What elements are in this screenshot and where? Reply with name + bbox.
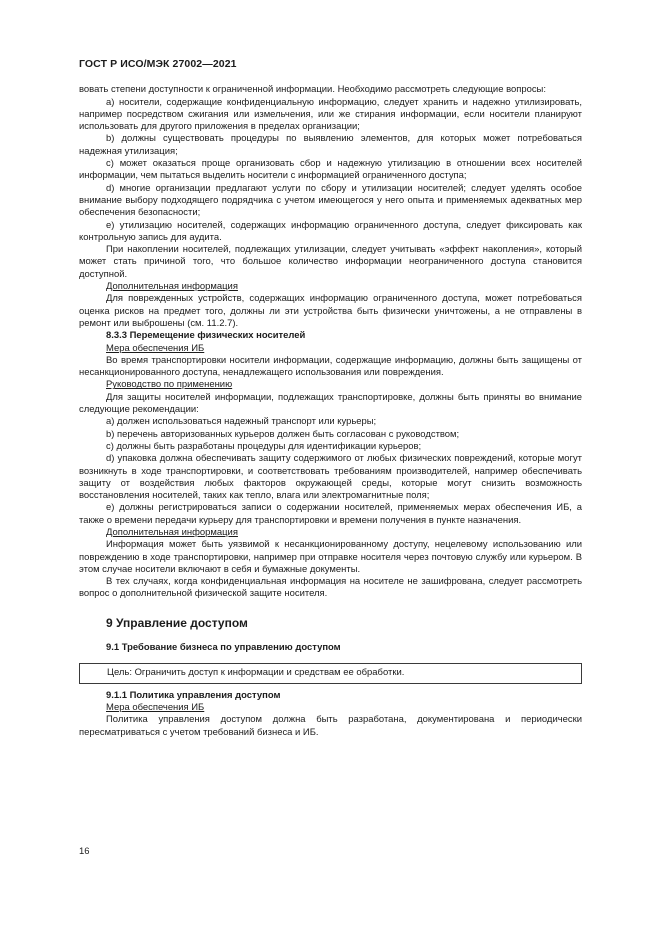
page-number: 16 [79,846,90,857]
list-item-c: c) может оказаться проще организовать сбор и надежную утилизацию в отношении всех носителей информации, чем пытаться выделить носители с информацией ограниченного доступа; [79,158,582,182]
paragraph: При накоплении носителей, подлежащих утилизации, следует учитывать «эффект накопления», который может стать причиной того, что большое количество информации неограниченного доступа становится доступной. [79,244,582,280]
paragraph: Информация может быть уязвимой к несанкционированному доступу, нецелевому использованию или повреждению в ходе транспортировки, например при отправке носителя через почтовую службу или курьером. В этом случае носители включают в себя и бумажные документы. [79,539,582,575]
list-item-b: b) должны существовать процедуры по выявлению элементов, для которых может потребоваться надежная утилизация; [79,133,582,157]
list-item-d: d) многие организации предлагают услуги по сбору и утилизации носителей; следует уделять особое внимание выбору подходящего подрядчика с учетом имеющегося у него опыта и применяемых адекватных мер обеспечения безопасности; [79,182,582,219]
guidance-heading: Руководство по применению [106,379,233,391]
list-item-e: e) утилизацию носителей, содержащих информацию ограниченного доступа, следует фиксировать как контрольную запись для аудита. [79,219,582,243]
measure-heading: Мера обеспечения ИБ [106,701,205,713]
goal-box: Цель: Ограничить доступ к информации и средствам ее обработки. [79,663,582,683]
section-heading-8-3-3: 8.3.3 Перемещение физических носителей [106,330,306,342]
measure-heading: Мера обеспечения ИБ [106,342,205,354]
list-item-a: a) носители, содержащие конфиденциальную информацию, следует хранить и надежно утилизировать, например посредством сжигания или измельчения, или же стирания информации, если носители планируют использовать для другого приложения в пределах организации; [79,96,582,133]
paragraph: Политика управления доступом должна быть разработана, документирована и периодически пересматриваться с учетом требований бизнеса и ИБ. [79,714,582,738]
paragraph: Для защиты носителей информации, подлежащих транспортировке, должны быть приняты во внимание следующие рекомендации: [79,391,582,416]
document-header: ГОСТ Р ИСО/МЭК 27002—2021 [79,58,237,70]
paragraph: Во время транспортировки носители информации, содержащие информацию, должны быть защищены от несанкционированного доступа, ненадлежащего использования или повреждения. [79,354,582,379]
list-item-d: d) упаковка должна обеспечивать защиту содержимого от любых физических повреждений, которые могут возникнуть в ходе транспортировки, и соответствовать требованиям производителей, например обеспечивать защиту от воздействия любых факторов окружающей среды, которые могут снизить возможность восстановления носителей, таких как тепло, влага или электромагнитные поля; [79,453,582,502]
list-item-a: a) должен использоваться надежный транспорт или курьеры; [106,416,377,428]
list-item-c: c) должны быть разработаны процедуры для идентификации курьеров; [106,440,422,452]
paragraph: В тех случаях, когда конфиденциальная информация на носителе не зашифрована, следует рассмотреть вопрос о дополнительной физической защите носителя. [79,576,582,600]
additional-info-heading: Дополнительная информация [106,281,238,293]
paragraph: вовать степени доступности к ограниченной информации. Необходимо рассмотреть следующие вопросы: [79,84,546,96]
section-heading-9-1: 9.1 Требование бизнеса по управлению доступом [106,642,341,654]
additional-info-heading: Дополнительная информация [106,526,238,538]
section-heading-9-1-1: 9.1.1 Политика управления доступом [106,689,281,701]
list-item-b: b) перечень авторизованных курьеров должен быть согласован с руководством; [106,428,460,440]
paragraph: Для поврежденных устройств, содержащих информацию ограниченного доступа, может потребоваться оценка рисков на предмет того, должны ли эти устройства быть физически уничтожены, а не отправлены в ремонт или выброшены (см. 11.2.7). [79,293,582,329]
list-item-e: e) должны регистрироваться записи о содержании носителей, применяемых мерах обеспечения ИБ, а также о времени передачи курьеру для транспортировки и времени получения в пункте назначения. [79,502,582,526]
section-heading-9: 9 Управление доступом [106,615,248,630]
